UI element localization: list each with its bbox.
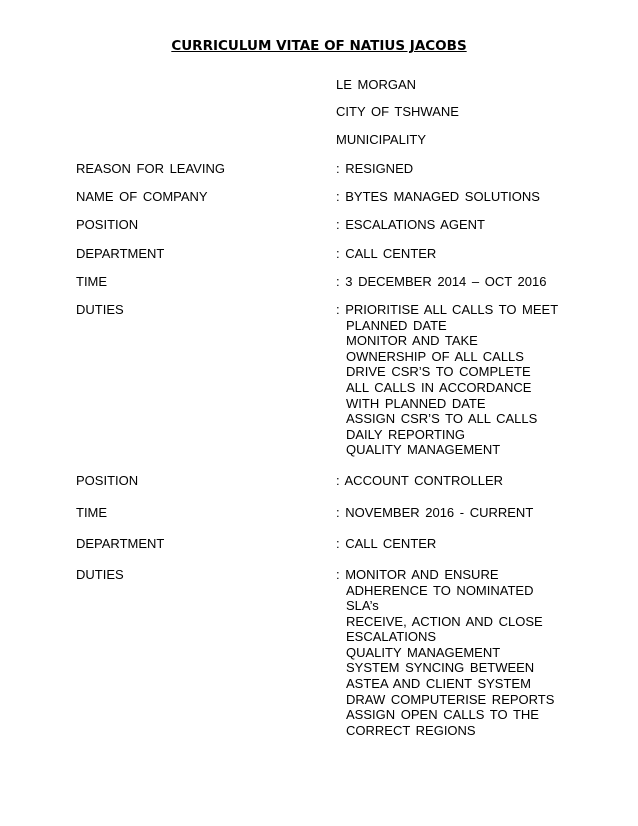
time-label: TIME xyxy=(76,505,108,520)
duty-line: CORRECT REGIONS xyxy=(346,723,476,738)
employer-line: LE MORGAN xyxy=(336,77,417,92)
employer-line: CITY OF TSHWANE xyxy=(336,104,459,119)
time-value: : 3 DECEMBER 2014 – OCT 2016 xyxy=(336,274,547,289)
duty-line: RECEIVE, ACTION AND CLOSE xyxy=(346,614,543,629)
duty-line: PLANNED DATE xyxy=(346,318,447,333)
duty-line: MONITOR AND TAKE xyxy=(346,333,478,348)
cv-title: CURRICULUM VITAE OF NATIUS JACOBS xyxy=(171,38,467,54)
reason-for-leaving-value: : RESIGNED xyxy=(336,161,414,176)
duty-line: ESCALATIONS xyxy=(346,629,437,644)
duty-line: QUALITY MANAGEMENT xyxy=(346,645,501,660)
employer-line: MUNICIPALITY xyxy=(336,132,427,147)
duties-label: DUTIES xyxy=(76,302,124,317)
duty-line: SYSTEM SYNCING BETWEEN xyxy=(346,660,535,675)
department-label: DEPARTMENT xyxy=(76,536,165,551)
duty-line: : MONITOR AND ENSURE xyxy=(336,567,499,582)
time-label: TIME xyxy=(76,274,108,289)
position-value: : ACCOUNT CONTROLLER xyxy=(336,473,504,488)
duty-line: OWNERSHIP OF ALL CALLS xyxy=(346,349,524,364)
duty-line: DAILY REPORTING xyxy=(346,427,466,442)
position-value: : ESCALATIONS AGENT xyxy=(336,217,485,232)
duties-label: DUTIES xyxy=(76,567,124,582)
department-value: : CALL CENTER xyxy=(336,246,437,261)
duty-line: ALL CALLS IN ACCORDANCE xyxy=(346,380,532,395)
department-label: DEPARTMENT xyxy=(76,246,165,261)
duty-line: SLA’s xyxy=(346,598,379,613)
duty-line: DRIVE CSR’S TO COMPLETE xyxy=(346,364,531,379)
duty-line: WITH PLANNED DATE xyxy=(346,396,486,411)
position-label: POSITION xyxy=(76,217,139,232)
duty-line: ASSIGN OPEN CALLS TO THE xyxy=(346,707,539,722)
duty-line: ASSIGN CSR’S TO ALL CALLS xyxy=(346,411,538,426)
position-label: POSITION xyxy=(76,473,139,488)
company-name-label: NAME OF COMPANY xyxy=(76,189,208,204)
duty-line: : PRIORITISE ALL CALLS TO MEET xyxy=(336,302,559,317)
department-value: : CALL CENTER xyxy=(336,536,437,551)
company-name-value: : BYTES MANAGED SOLUTIONS xyxy=(336,189,540,204)
duty-line: ADHERENCE TO NOMINATED xyxy=(346,583,534,598)
duty-line: DRAW COMPUTERISE REPORTS xyxy=(346,692,555,707)
duty-line: ASTEA AND CLIENT SYSTEM xyxy=(346,676,531,691)
duty-line: QUALITY MANAGEMENT xyxy=(346,442,501,457)
reason-for-leaving-label: REASON FOR LEAVING xyxy=(76,161,225,176)
time-value: : NOVEMBER 2016 - CURRENT xyxy=(336,505,534,520)
